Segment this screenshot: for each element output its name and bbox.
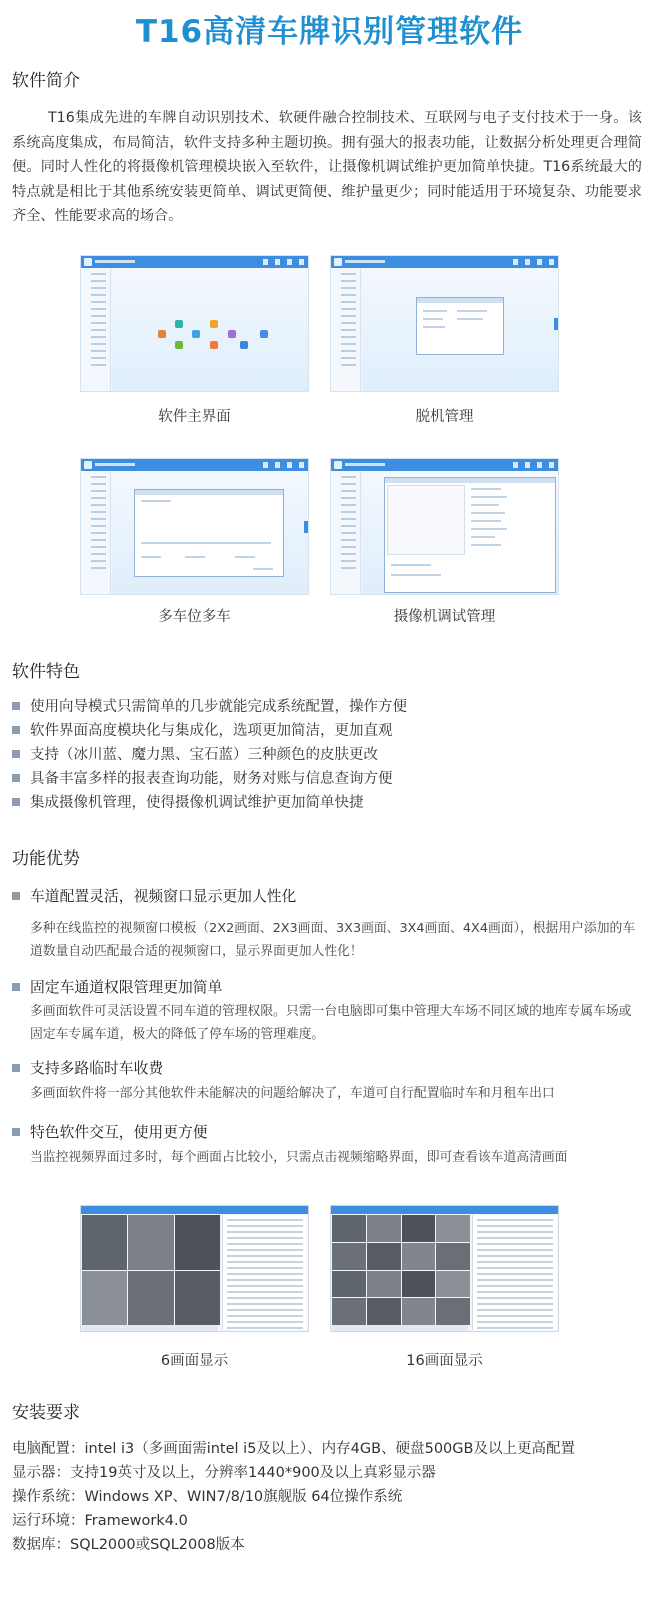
requirement-item: 操作系统：Windows XP、WIN7/8/10旗舰版 64位操作系统 — [12, 1489, 403, 1505]
screenshot-caption: 16画面显示 — [406, 1353, 483, 1369]
feature-item: 集成摄像机管理，使得摄像机调试维护更加简单快捷 — [12, 791, 364, 812]
screenshot-caption: 多车位多车 — [158, 609, 231, 625]
feature-item: 支持（冰川蓝、魔力黑、宝石蓝）三种颜色的皮肤更改 — [12, 743, 378, 764]
advantage-title: 固定车通道权限管理更加简单 — [12, 976, 222, 997]
screenshot-16-pane-view — [330, 1205, 559, 1332]
requirement-item: 运行环境：Framework4.0 — [12, 1513, 188, 1529]
video-pane[interactable] — [175, 1271, 220, 1326]
video-pane[interactable] — [436, 1271, 470, 1298]
video-pane[interactable] — [82, 1271, 127, 1326]
video-pane[interactable] — [402, 1215, 436, 1242]
screenshot-main-interface — [80, 255, 309, 392]
video-pane[interactable] — [436, 1243, 470, 1270]
video-pane[interactable] — [128, 1271, 173, 1326]
bullet-icon — [12, 702, 20, 710]
requirement-item: 电脑配置：intel i3（多画面需intel i5及以上）、内存4GB、硬盘500GB及以上更高配置 — [12, 1441, 575, 1457]
bullet-icon — [12, 983, 20, 991]
video-pane[interactable] — [367, 1243, 401, 1270]
bullet-icon — [12, 750, 20, 758]
screenshot-caption: 脱机管理 — [415, 409, 474, 425]
video-pane[interactable] — [402, 1298, 436, 1325]
bullet-icon — [12, 774, 20, 782]
video-pane[interactable] — [82, 1215, 127, 1270]
feature-item: 使用向导模式只需简单的几步就能完成系统配置，操作方便 — [12, 695, 407, 716]
advantage-text: 多种在线监控的视频窗口模板（2X2画面、2X3画面、3X3画面、3X4画面、4X4画面），根据用户添加的车道数量自动匹配最合适的视频窗口，显示界面更加人性化！ — [30, 921, 636, 959]
video-pane[interactable] — [436, 1215, 470, 1242]
advantage-text: 多画面软件可灵活设置不同车道的管理权限。只需一台电脑即可集中管理大车场不同区域的地库专属车场或固定车专属车道，极大的降低了停车场的管理难度。 — [30, 1004, 632, 1042]
video-pane[interactable] — [367, 1215, 401, 1242]
advantage-title: 特色软件交互，使用更方便 — [12, 1121, 208, 1142]
video-pane[interactable] — [128, 1215, 173, 1270]
intro-paragraph: T16集成先进的车牌自动识别技术、软硬件融合控制技术、互联网与电子支付技术于一身。该系统高度集成，布局简洁，软件支持多种主题切换。拥有强大的报表功能，让数据分析处理更合理简便。同时人性化的将摄像机管理模块嵌入至软件，让摄像机调试维护更加简单快捷。T16系统最大的特点就是相比于其他系统安装更简单、调试更简便、维护量更少；同时能适用于环境复杂、功能要求齐全、性能要求高的场合。 — [12, 110, 642, 224]
video-pane[interactable] — [402, 1243, 436, 1270]
screenshot-caption: 摄像机调试管理 — [393, 609, 496, 625]
video-pane[interactable] — [436, 1298, 470, 1325]
advantage-text: 当监控视频界面过多时，每个画面占比较小，只需点击视频缩略界面，即可查看该车道高清画面 — [30, 1150, 568, 1165]
feature-item: 软件界面高度模块化与集成化，选项更加简洁，更加直观 — [12, 719, 393, 740]
screenshot-caption: 软件主界面 — [158, 409, 231, 425]
advantages-heading: 功能优势 — [12, 849, 80, 869]
screenshot-multi-space — [80, 458, 309, 595]
requirement-item: 数据库：SQL2000或SQL2008版本 — [12, 1537, 245, 1553]
bullet-icon — [12, 892, 20, 900]
feature-item: 具备丰富多样的报表查询功能，财务对账与信息查询方便 — [12, 767, 393, 788]
video-pane[interactable] — [367, 1271, 401, 1298]
page-title: T16高清车牌识别管理软件 — [135, 14, 524, 50]
requirements-heading: 安装要求 — [12, 1403, 80, 1423]
requirement-item: 显示器：支持19英寸及以上，分辨率1440*900及以上真彩显示器 — [12, 1465, 436, 1481]
video-pane[interactable] — [175, 1215, 220, 1270]
video-pane[interactable] — [402, 1271, 436, 1298]
advantage-title: 支持多路临时车收费 — [12, 1057, 163, 1078]
bullet-icon — [12, 798, 20, 806]
screenshot-offline-management — [330, 255, 559, 392]
screenshot-6-pane-view — [80, 1205, 309, 1332]
bullet-icon — [12, 1128, 20, 1136]
advantage-text: 多画面软件将一部分其他软件未能解决的问题给解决了，车道可自行配置临时车和月租车出口 — [30, 1086, 555, 1101]
video-pane[interactable] — [332, 1271, 366, 1298]
intro-heading: 软件简介 — [12, 71, 80, 91]
video-pane[interactable] — [332, 1243, 366, 1270]
advantage-title: 车道配置灵活，视频窗口显示更加人性化 — [12, 885, 296, 906]
bullet-icon — [12, 726, 20, 734]
screenshot-camera-debug — [330, 458, 559, 595]
video-pane[interactable] — [332, 1215, 366, 1242]
screenshot-caption: 6画面显示 — [160, 1353, 229, 1369]
features-heading: 软件特色 — [12, 662, 80, 682]
video-pane[interactable] — [332, 1298, 366, 1325]
bullet-icon — [12, 1064, 20, 1072]
video-pane[interactable] — [367, 1298, 401, 1325]
